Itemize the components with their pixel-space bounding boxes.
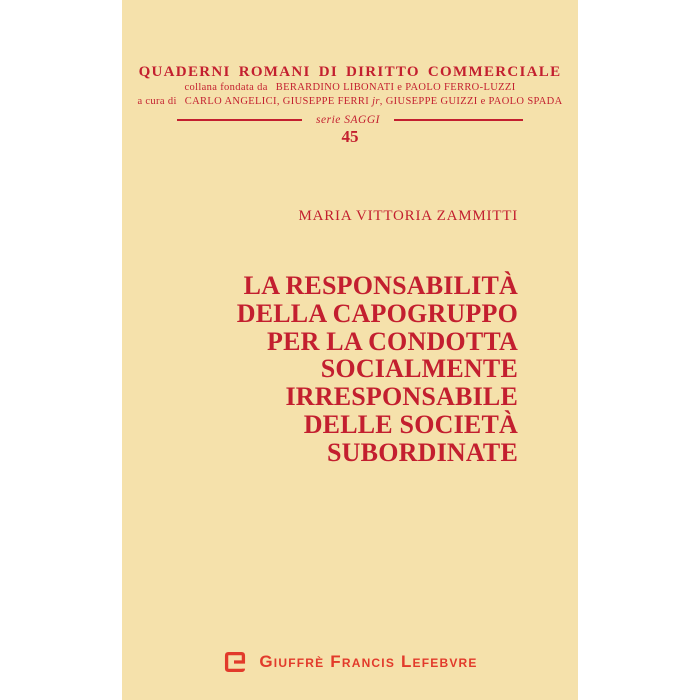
left-rule-divider [177,119,302,121]
series-title: QUADERNI ROMANI DI DIRITTO COMMERCIALE [138,64,562,80]
editors-names-part2: , GIUSEPPE GUIZZI e PAOLO SPADA [379,96,563,107]
right-rule-divider [394,119,523,121]
book-title-line-1: LA RESPONSABILITÀ [243,271,518,300]
editors-names-jr: jr [372,96,380,107]
series-type-label: serie SAGGI [316,114,380,126]
author-name: MARIA VITTORIA ZAMMITTI [298,208,518,224]
edited-by-label: a cura di [137,96,177,107]
book-cover [122,0,578,700]
book-title-line-5: DELLE SOCIETÀ SUBORDINATE [303,409,518,467]
book-title-line-2: DELLA CAPOGRUPPO [236,298,518,328]
publisher-g-mark-icon [222,649,248,675]
book-title-line-4: SOCIALMENTE IRRESPONSABILE [285,354,518,412]
book-title-line-3: PER LA CONDOTTA [267,326,518,356]
publisher-name: Giuffrè Francis Lefebvre [259,652,478,671]
publisher-logo [122,649,578,675]
founders-names: BERARDINO LIBONATI e PAOLO FERRO-LUZZI [275,82,516,93]
editors-names-part1: CARLO ANGELICI, GIUSEPPE FERRI [184,96,373,107]
volume-number: 45 [341,127,359,146]
series-founders-line [122,81,578,94]
series-label-row [122,112,578,128]
book-title [122,272,518,467]
series-editors-line [122,95,578,108]
founded-by-label: collana fondata da [184,82,268,93]
